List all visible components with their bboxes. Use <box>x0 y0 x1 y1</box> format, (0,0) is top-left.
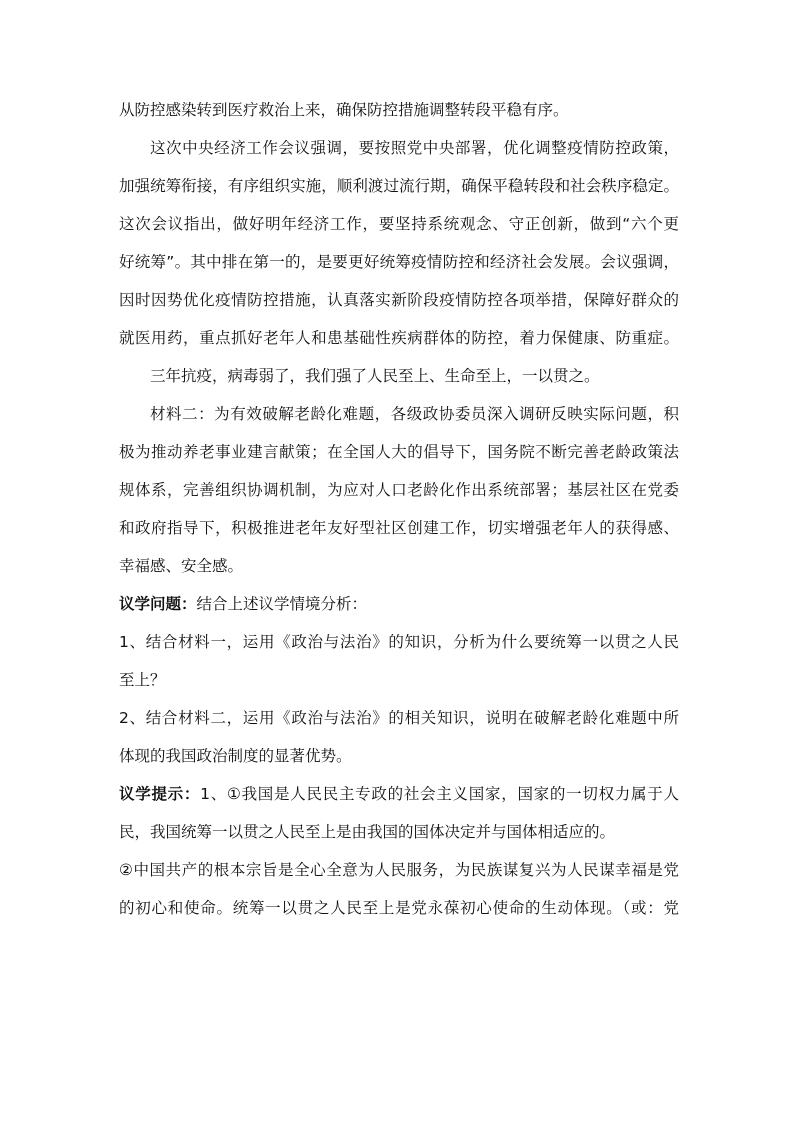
hint-line: 的初心和使命。统筹一以贯之人民至上是党永葆初心使命的生动体现。（或：党 <box>119 899 679 917</box>
paragraph-line: 从防控感染转到医疗救治上来，确保防控措施调整转段平稳有序。 <box>119 101 569 119</box>
paragraph-line: 这次会议指出，做好明年经济工作，要坚持系统观念、守正创新，做到“六个更 <box>119 215 679 233</box>
paragraph-line: 规体系，完善组织协调机制，为应对人口老龄化作出系统部署；基层社区在党委 <box>119 481 679 499</box>
hint-line: ②中国共产的根本宗旨是全心全意为人民服务，为民族谋复兴为人民谋幸福是党 <box>119 861 679 879</box>
paragraph-line: 三年抗疫，病毒弱了，我们强了人民至上、生命至上，一以贯之。 <box>150 367 600 385</box>
paragraph-line: 极为推动养老事业建言献策；在全国人大的倡导下，国务院不断完善老龄政策法 <box>119 443 679 461</box>
paragraph-line: 这次中央经济工作会议强调，要按照党中央部署，优化调整疫情防控政策， <box>150 139 679 157</box>
question-label: 议学问题： <box>119 595 197 613</box>
document-body <box>119 91 679 927</box>
paragraph-line: 和政府指导下，积极推进老年友好型社区创建工作，切实增强老年人的获得感、 <box>119 519 679 537</box>
paragraph-line: 就医用药，重点抓好老年人和患基础性疾病群体的防控，着力保健康、防重症。 <box>119 329 679 347</box>
paragraph-line: 加强统筹衔接，有序组织实施，顺利渡过流行期，确保平稳转段和社会秩序稳定。 <box>119 177 679 195</box>
question-item-cont: 体现的我国政治制度的显著优势。 <box>119 747 352 765</box>
question-item: 1、结合材料一，运用《政治与法治》的知识，分析为什么要统筹一以贯之人民 <box>119 633 679 651</box>
paragraph-line: 材料二：为有效破解老龄化难题，各级政协委员深入调研反映实际问题，积 <box>150 405 679 423</box>
question-heading <box>119 585 679 623</box>
hint-label: 议学提示： <box>119 785 201 803</box>
hint-text: 1、①我国是人民民主专政的社会主义国家，国家的一切权力属于人 <box>200 785 679 803</box>
paragraph-line: 因时因势优化疫情防控措施，认真落实新阶段疫情防控各项举措，保障好群众的 <box>119 291 679 309</box>
paragraph-line: 好统筹”。其中排在第一的，是要更好统筹疫情防控和经济社会发展。会议强调， <box>119 253 679 271</box>
question-intro: 结合上述议学情境分析： <box>196 595 368 613</box>
hint-heading <box>119 775 679 813</box>
hint-line: 民，我国统筹一以贯之人民至上是由我国的国体决定并与国体相适应的。 <box>119 823 616 841</box>
question-item-cont: 至上？ <box>119 671 166 689</box>
question-item: 2、结合材料二，运用《政治与法治》的相关知识，说明在破解老龄化难题中所 <box>119 709 679 727</box>
paragraph-line: 幸福感、安全感。 <box>119 557 244 575</box>
